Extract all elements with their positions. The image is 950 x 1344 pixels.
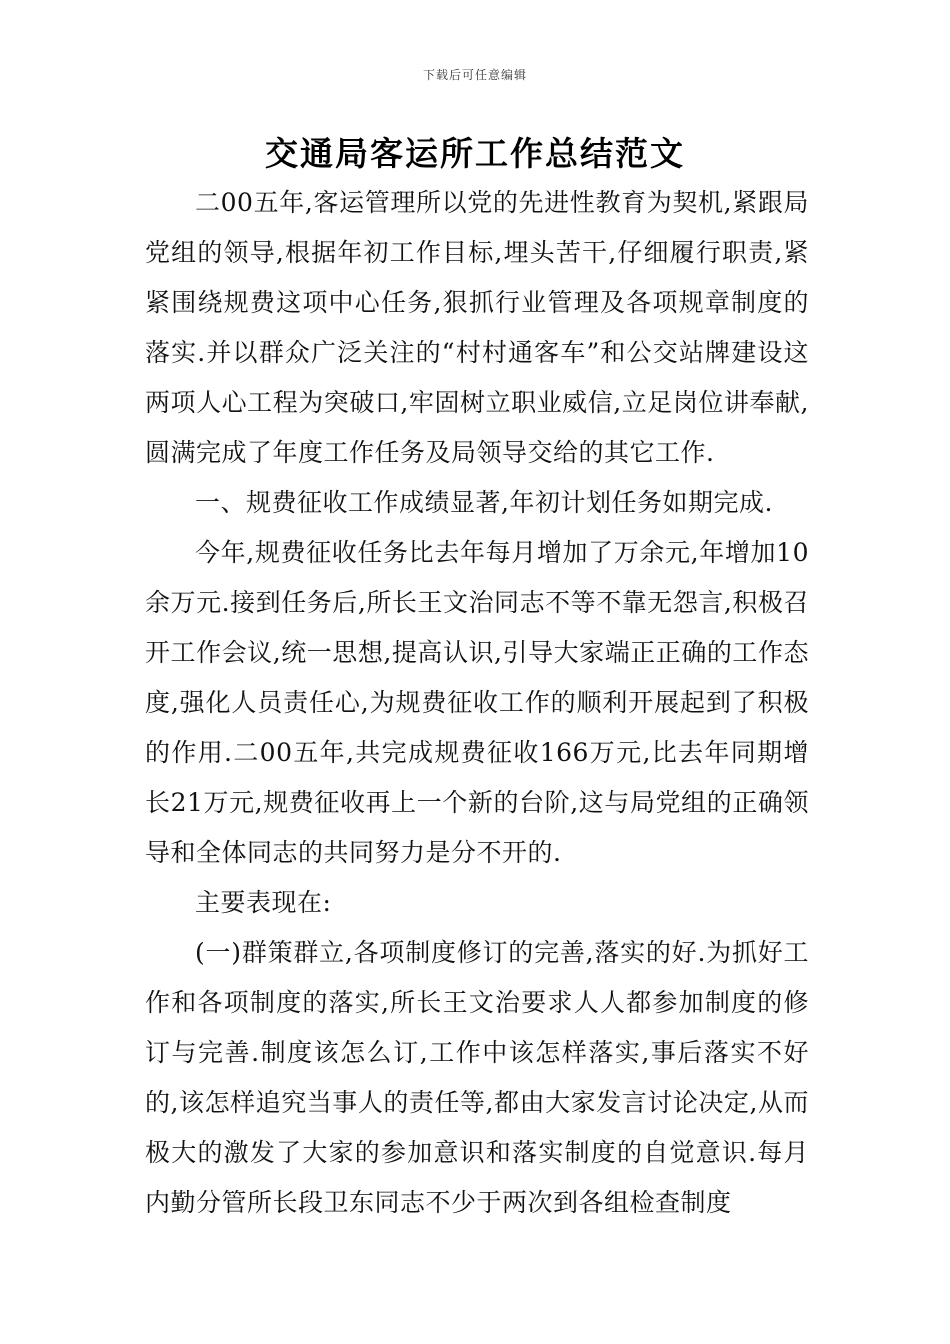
paragraph-rules: (一)群策群立,各项制度修订的完善,落实的好.为抓好工作和各项制度的落实,所长王文治要求人人都参加制度的修订与完善.制度该怎么订,工作中该怎样落实,事后落实不好的,该怎样追究当事人的责任等,都由大家发言讨论决定,从而极大的激发了大家的参加意识和落实制度的自觉意识.每月内勤分管所长段卫东同志不少于两次到各组检查制度: [145, 938, 809, 1217]
header-note: 下载后可任意编辑: [422, 68, 527, 82]
paragraph-section-heading: 一、规费征收工作成绩显著,年初计划任务如期完成.: [195, 488, 773, 517]
paragraph-main-points: 主要表现在:: [195, 888, 332, 917]
document-title: 交通局客运所工作总结范文: [265, 134, 685, 173]
paragraph-fee-collection: 今年,规费征收任务比去年每月增加了万余元,年增加10余万元.接到任务后,所长王文治同志不等不靠无怨言,积极召开工作会议,统一思想,提高认识,引导大家端正正确的工作态度,强化人员责任心,为规费征收工作的顺利开展起到了积极的作用.二00五年,共完成规费征收166万元,比去年同期增长21万元,规费征收再上一个新的台阶,这与局党组的正确领导和全体同志的共同努力是分不开的.: [145, 538, 809, 867]
paragraph-intro: 二00五年,客运管理所以党的先进性教育为契机,紧跟局党组的领导,根据年初工作目标,埋头苦干,仔细履行职责,紧紧围绕规费这项中心任务,狠抓行业管理及各项规章制度的落实.并以群众广泛关注的“村村通客车”和公交站牌建设这两项人心工程为突破口,牢固树立职业威信,立足岗位讲奉献,圆满完成了年度工作任务及局领导交给的其它工作.: [145, 188, 809, 467]
document-body: [145, 178, 809, 1228]
